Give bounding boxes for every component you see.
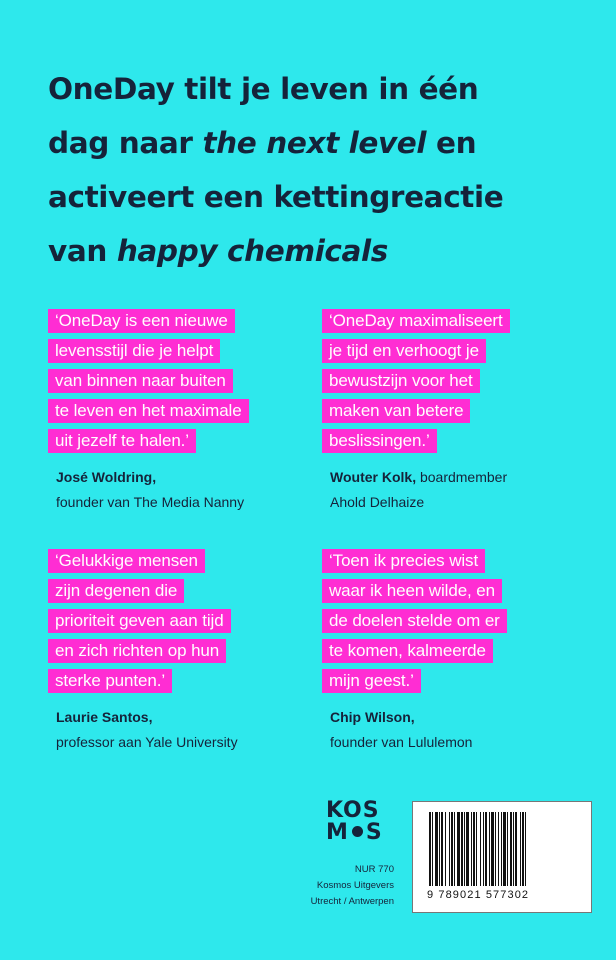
quote-attribution (48, 465, 308, 515)
attribution-name: Wouter Kolk, (330, 469, 417, 485)
barcode-bar (435, 812, 438, 886)
quote-line: zijn degenen die (48, 579, 308, 609)
quote-attribution (48, 705, 308, 755)
logo-row-2 (326, 822, 392, 844)
barcode-bar (461, 812, 463, 886)
barcode-bar (480, 812, 481, 886)
barcode-bar (445, 812, 446, 886)
barcode-bar (525, 812, 526, 886)
logo-row-1: KOS (326, 798, 380, 823)
barcode-bar (507, 812, 508, 886)
barcode-bar (503, 812, 506, 886)
quote-line: de doelen stelde om er (322, 609, 582, 639)
quote-attribution (322, 705, 582, 755)
headline-line-4 (48, 224, 588, 278)
quote-line: te komen, kalmeerde (322, 639, 582, 669)
publisher-name: Kosmos Uitgevers (316, 880, 394, 891)
quote-line: levensstijl die je helpt (48, 339, 308, 369)
headline-line-1: OneDay tilt je leven in één (48, 72, 479, 106)
barcode-bar (464, 812, 465, 886)
barcode-bar (451, 812, 453, 886)
headline-text: van (48, 234, 117, 268)
quote-line: van binnen naar buiten (48, 369, 308, 399)
barcode-bar (522, 812, 524, 886)
barcode-bar (473, 812, 475, 886)
quote-line: te leven en het maximale (48, 399, 308, 429)
quote-line: uit jezelf te halen.’ (48, 429, 308, 459)
headline (48, 62, 588, 278)
attribution-role: Ahold Delhaize (330, 494, 425, 510)
barcode-bar (454, 812, 455, 886)
barcode-bar (441, 812, 443, 886)
publisher-city: Utrecht / Antwerpen (310, 896, 394, 907)
headline-line-2 (48, 116, 588, 170)
barcode-bar (476, 812, 477, 886)
quote-line: ‘Toen ik precies wist (322, 549, 582, 579)
nur-code: NUR 770 (354, 864, 394, 875)
attribution-name: Chip Wilson, (330, 709, 415, 725)
barcode-bar (515, 812, 517, 886)
barcode-bar (449, 812, 450, 886)
quote-woldring (48, 309, 308, 515)
barcode (412, 801, 592, 913)
barcode-bar (520, 812, 521, 886)
quote-line: ‘OneDay maximaliseert (322, 309, 582, 339)
quote-line: ‘OneDay is een nieuwe (48, 309, 308, 339)
isbn-number: 9 789021 577302 (427, 889, 530, 901)
attribution-name: Laurie Santos, (56, 709, 153, 725)
kosmos-logo (326, 800, 392, 846)
quote-wilson (322, 549, 582, 755)
barcode-bar (429, 812, 431, 886)
barcode-bar (485, 812, 487, 886)
headline-emphasis: happy chemicals (116, 234, 388, 268)
barcode-bar (439, 812, 440, 886)
attribution-role: founder van Lululemon (330, 734, 473, 750)
quote-santos (48, 549, 308, 755)
quote-line: en zich richten op hun (48, 639, 308, 669)
quote-line: beslissingen.’ (322, 429, 582, 459)
attribution-role-inline: boardmember (416, 469, 508, 485)
headline-text: dag naar (48, 126, 203, 160)
quote-kolk (322, 309, 582, 515)
quote-line: bewustzijn voor het (322, 369, 582, 399)
barcode-bar (432, 812, 433, 886)
logo-dot-icon (352, 826, 363, 837)
headline-text: en (426, 126, 477, 160)
barcode-bar (457, 812, 460, 886)
barcode-bar (491, 812, 494, 886)
publisher-info (282, 862, 394, 910)
quote-attribution (322, 465, 582, 515)
barcode-bar (466, 812, 469, 886)
barcode-bar (495, 812, 496, 886)
quote-line: je tijd en verhoogt je (322, 339, 582, 369)
attribution-role: founder van The Media Nanny (56, 494, 245, 510)
barcode-bar (513, 812, 514, 886)
barcode-bar (510, 812, 512, 886)
barcode-bar (501, 812, 502, 886)
barcode-bar (498, 812, 499, 886)
quote-line: maken van betere (322, 399, 582, 429)
logo-letter: S (365, 820, 383, 845)
headline-line-3: activeert een kettingreactie (48, 180, 504, 214)
attribution-name-line (330, 465, 582, 490)
logo-letter: M (326, 820, 349, 845)
quote-line: waar ik heen wilde, en (322, 579, 582, 609)
attribution-role: professor aan Yale University (56, 734, 238, 750)
barcode-bar (471, 812, 472, 886)
quote-line: sterke punten.’ (48, 669, 308, 699)
quote-line: mijn geest.’ (322, 669, 582, 699)
barcode-bars-icon (427, 812, 577, 886)
headline-emphasis: the next level (202, 126, 427, 160)
quote-line: prioriteit geven aan tijd (48, 609, 308, 639)
barcode-bar (489, 812, 490, 886)
quote-line: ‘Gelukkige mensen (48, 549, 308, 579)
barcode-bar (483, 812, 484, 886)
attribution-name: José Woldring, (56, 469, 157, 485)
